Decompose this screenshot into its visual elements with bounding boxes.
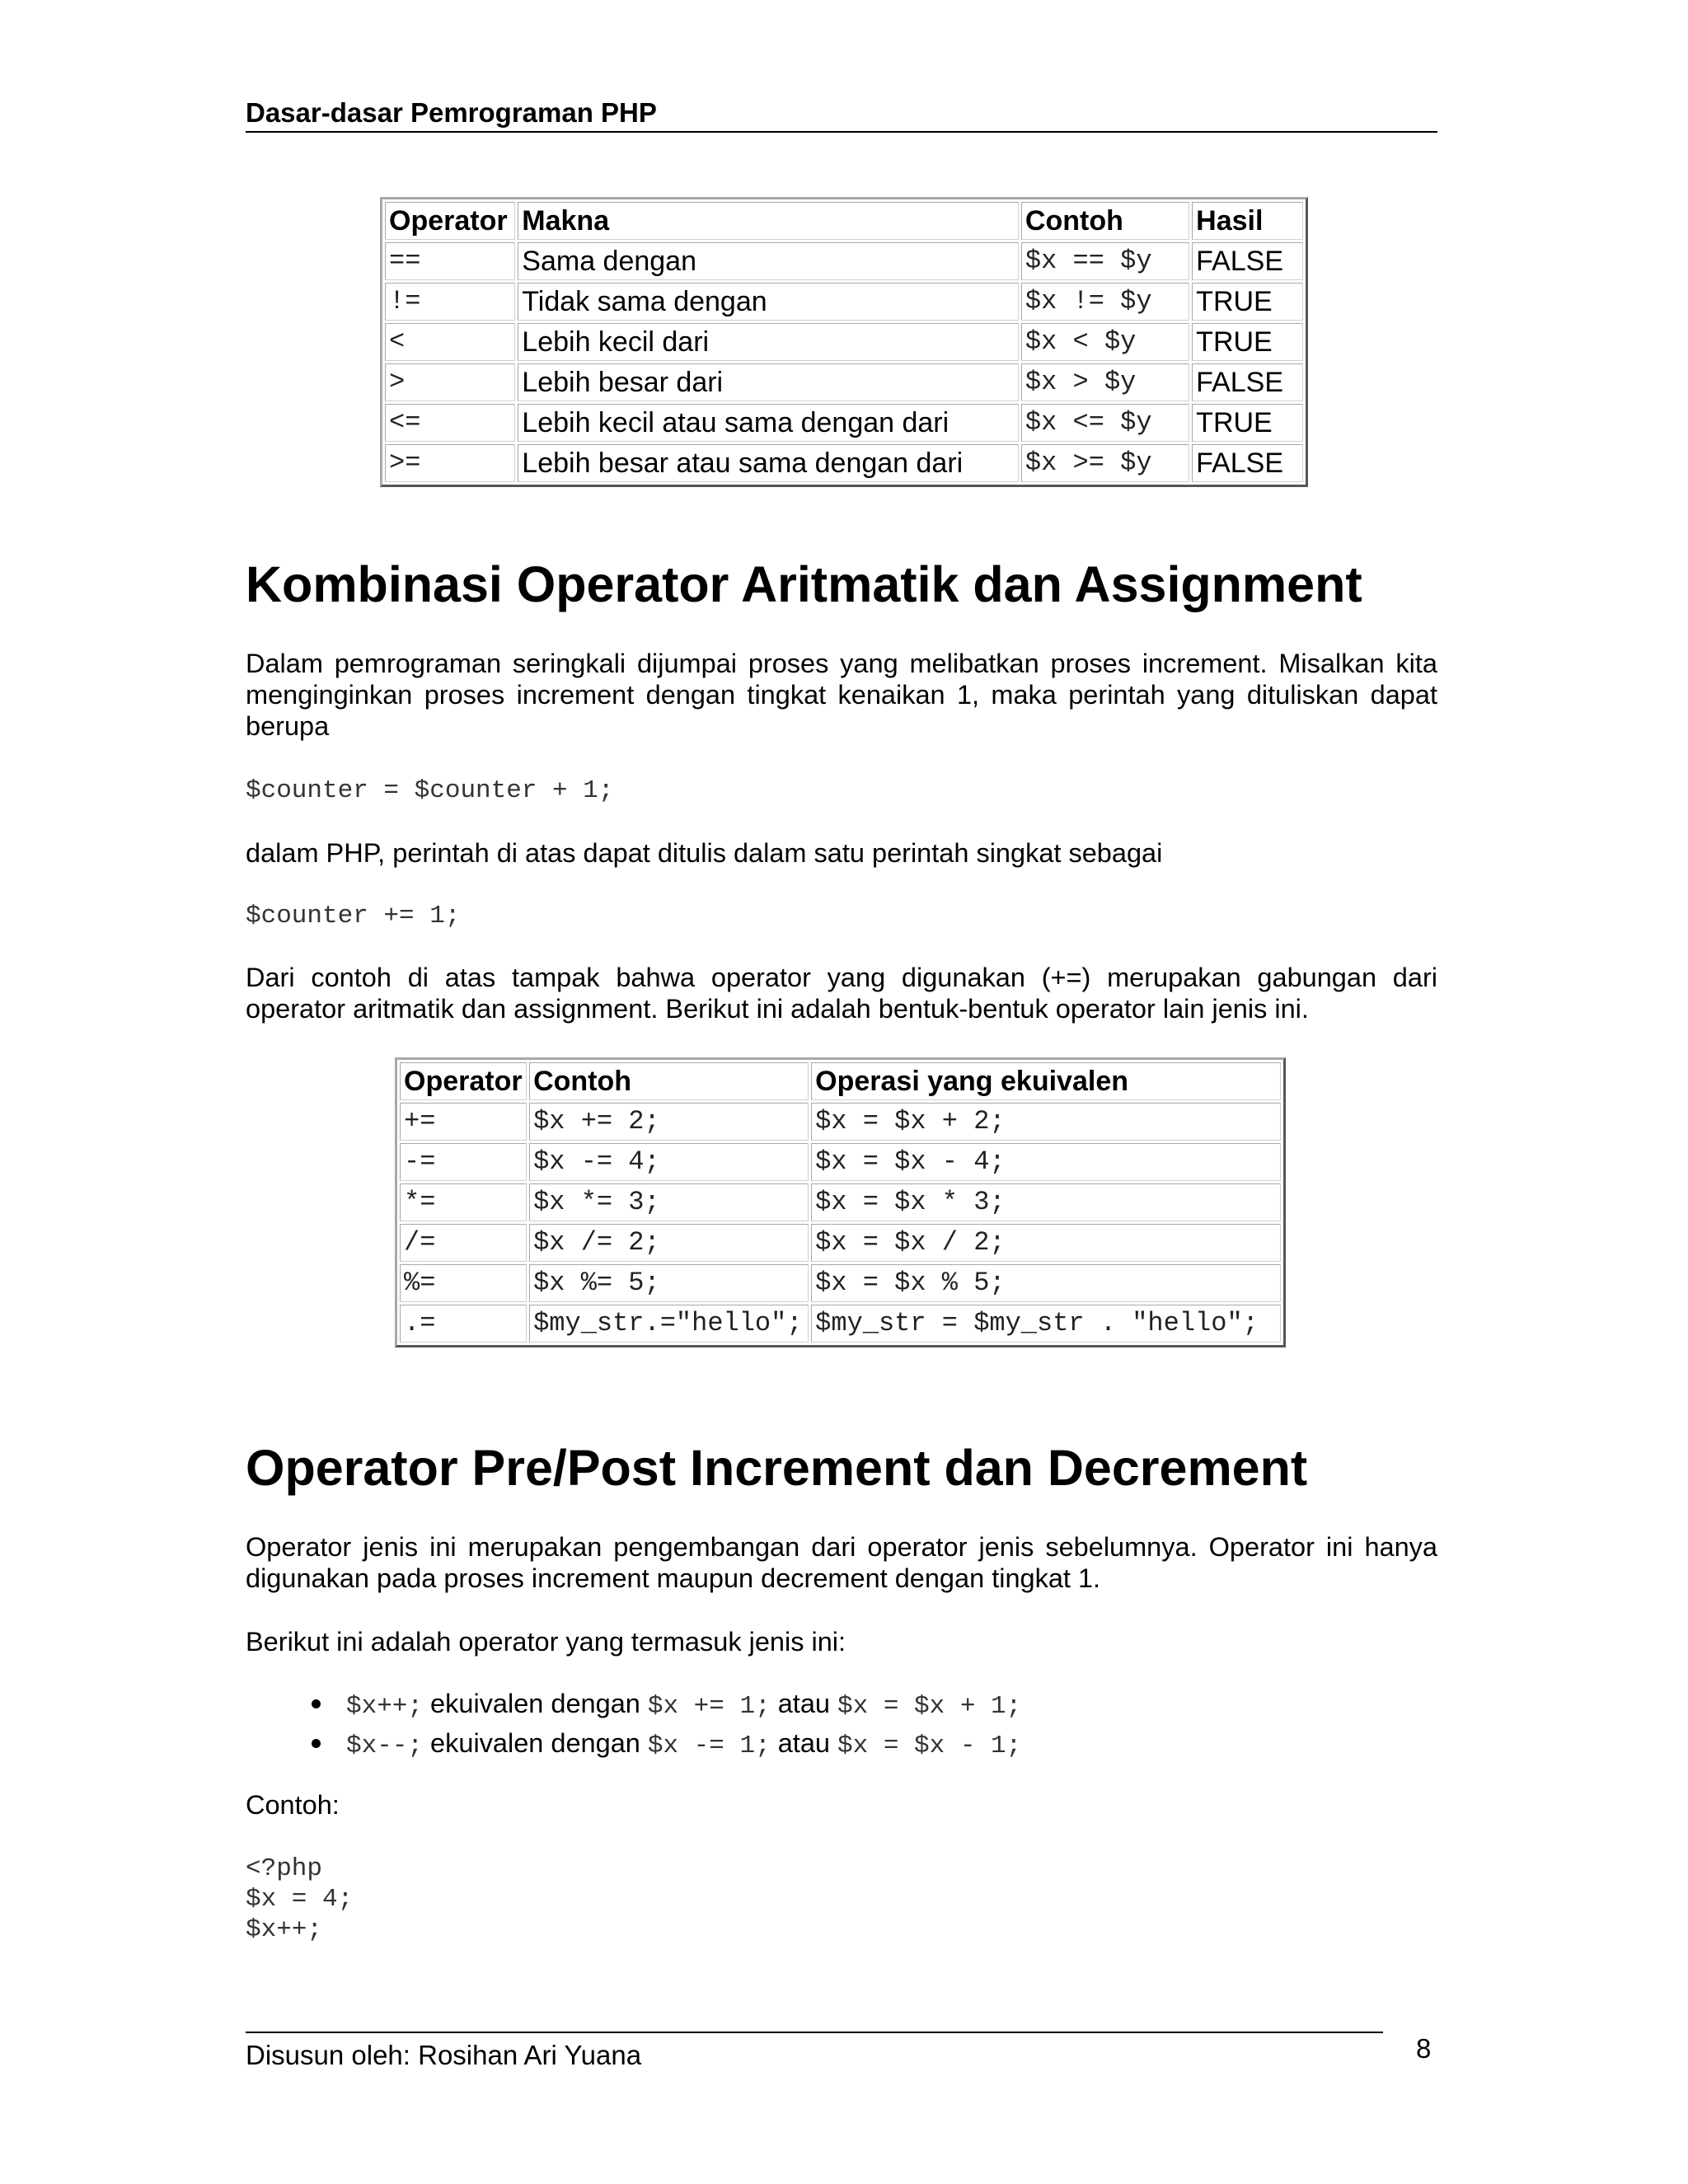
example-cell: $x %= 5; bbox=[529, 1264, 809, 1302]
page-number: 8 bbox=[1416, 2033, 1432, 2064]
operator-cell: += bbox=[400, 1103, 527, 1141]
operator-cell: >= bbox=[385, 444, 515, 482]
example-cell: $my_str.="hello"; bbox=[529, 1305, 809, 1343]
code-line: <?php bbox=[246, 1854, 323, 1883]
column-header: Operator bbox=[385, 202, 515, 240]
meaning-cell: Lebih besar atau sama dengan dari bbox=[518, 444, 1019, 482]
example-cell: $x > $y bbox=[1021, 363, 1189, 401]
paragraph: Operator jenis ini merupakan pengembangan dari operator jenis sebelumnya. Operator ini hanya digunakan pada proses increment maupun decrement dengan tingkat 1. bbox=[246, 1532, 1437, 1593]
example-cell: $x >= $y bbox=[1021, 444, 1189, 482]
equivalent-cell: $x = $x + 2; bbox=[811, 1103, 1281, 1141]
inline-text: atau bbox=[770, 1689, 838, 1718]
table-row bbox=[400, 1103, 1281, 1141]
equivalent-cell: $x = $x * 3; bbox=[811, 1183, 1281, 1221]
operator-cell: %= bbox=[400, 1264, 527, 1302]
operator-cell: > bbox=[385, 363, 515, 401]
column-header: Hasil bbox=[1192, 202, 1303, 240]
example-cell: $x < $y bbox=[1021, 323, 1189, 361]
table-row bbox=[385, 404, 1303, 442]
column-header: Contoh bbox=[1021, 202, 1189, 240]
inline-code: $x--; bbox=[346, 1732, 424, 1760]
result-cell: TRUE bbox=[1192, 323, 1303, 361]
table-row bbox=[400, 1305, 1281, 1343]
table-row bbox=[400, 1183, 1281, 1221]
meaning-cell: Sama dengan bbox=[518, 242, 1019, 280]
list-item bbox=[313, 1725, 1021, 1765]
section-heading: Kombinasi Operator Aritmatik dan Assignment bbox=[246, 556, 1362, 612]
operator-cell: *= bbox=[400, 1183, 527, 1221]
example-cell: $x += 2; bbox=[529, 1103, 809, 1141]
table-header-row bbox=[385, 202, 1303, 240]
equivalent-cell: $x = $x % 5; bbox=[811, 1264, 1281, 1302]
table-row bbox=[400, 1143, 1281, 1181]
example-label: Contoh: bbox=[246, 1790, 340, 1820]
example-cell: $x -= 4; bbox=[529, 1143, 809, 1181]
operator-cell: -= bbox=[400, 1143, 527, 1181]
operator-cell: .= bbox=[400, 1305, 527, 1343]
code-line: $x = 4; bbox=[246, 1885, 354, 1914]
example-cell: $x <= $y bbox=[1021, 404, 1189, 442]
example-cell: $x != $y bbox=[1021, 283, 1189, 321]
column-header: Makna bbox=[518, 202, 1019, 240]
footer-rule bbox=[246, 2032, 1383, 2033]
bullet-icon bbox=[312, 1739, 321, 1748]
equivalent-cell: $x = $x / 2; bbox=[811, 1224, 1281, 1262]
result-cell: FALSE bbox=[1192, 242, 1303, 280]
table-row bbox=[385, 323, 1303, 361]
assignment-operator-table bbox=[395, 1057, 1286, 1347]
operator-cell: <= bbox=[385, 404, 515, 442]
result-cell: FALSE bbox=[1192, 444, 1303, 482]
result-cell: TRUE bbox=[1192, 283, 1303, 321]
bullet-icon bbox=[312, 1699, 321, 1708]
paragraph: Berikut ini adalah operator yang termasuk jenis ini: bbox=[246, 1627, 846, 1657]
inline-text: atau bbox=[770, 1728, 838, 1758]
meaning-cell: Tidak sama dengan bbox=[518, 283, 1019, 321]
paragraph: Dari contoh di atas tampak bahwa operator yang digunakan (+=) merupakan gabungan dari operator aritmatik dan assignment. Berikut ini adalah bentuk-bentuk operator lain jenis ini. bbox=[246, 963, 1437, 1024]
paragraph: dalam PHP, perintah di atas dapat ditulis dalam satu perintah singkat sebagai bbox=[246, 838, 1163, 868]
operator-bullet-list bbox=[313, 1685, 1021, 1765]
operator-cell: < bbox=[385, 323, 515, 361]
inline-code: $x = $x - 1; bbox=[837, 1732, 1022, 1760]
code-line: $counter = $counter + 1; bbox=[246, 776, 614, 805]
section-heading: Operator Pre/Post Increment dan Decrement bbox=[246, 1440, 1308, 1496]
paragraph: Dalam pemrograman seringkali dijumpai proses yang melibatkan proses increment. Misalkan kita menginginkan proses increment dengan tingkat kenaikan 1, maka perintah yang dituliskan dapat berupa bbox=[246, 649, 1437, 741]
inline-text: ekuivalen dengan bbox=[423, 1728, 648, 1758]
code-line: $counter += 1; bbox=[246, 902, 461, 930]
equivalent-cell: $my_str = $my_str . "hello"; bbox=[811, 1305, 1281, 1343]
column-header: Operator bbox=[400, 1062, 527, 1100]
code-line: $x++; bbox=[246, 1915, 323, 1944]
operator-cell: != bbox=[385, 283, 515, 321]
result-cell: FALSE bbox=[1192, 363, 1303, 401]
column-header: Operasi yang ekuivalen bbox=[811, 1062, 1281, 1100]
meaning-cell: Lebih kecil dari bbox=[518, 323, 1019, 361]
table-row bbox=[385, 283, 1303, 321]
code-block bbox=[246, 1854, 353, 1945]
inline-code: $x = $x + 1; bbox=[837, 1692, 1022, 1721]
table-row bbox=[385, 444, 1303, 482]
footer-author: Disusun oleh: Rosihan Ari Yuana bbox=[246, 2040, 642, 2070]
example-cell: $x *= 3; bbox=[529, 1183, 809, 1221]
operator-cell: == bbox=[385, 242, 515, 280]
list-item bbox=[313, 1685, 1021, 1725]
meaning-cell: Lebih besar dari bbox=[518, 363, 1019, 401]
table-row bbox=[385, 242, 1303, 280]
running-header: Dasar-dasar Pemrograman PHP bbox=[246, 97, 657, 128]
meaning-cell: Lebih kecil atau sama dengan dari bbox=[518, 404, 1019, 442]
example-cell: $x == $y bbox=[1021, 242, 1189, 280]
inline-code: $x++; bbox=[346, 1692, 424, 1721]
table-row bbox=[400, 1264, 1281, 1302]
table-row bbox=[385, 363, 1303, 401]
operator-cell: /= bbox=[400, 1224, 527, 1262]
table-header-row bbox=[400, 1062, 1281, 1100]
inline-code: $x += 1; bbox=[647, 1692, 771, 1721]
comparison-operator-table bbox=[380, 197, 1308, 487]
result-cell: TRUE bbox=[1192, 404, 1303, 442]
inline-code: $x -= 1; bbox=[647, 1732, 771, 1760]
example-cell: $x /= 2; bbox=[529, 1224, 809, 1262]
column-header: Contoh bbox=[529, 1062, 809, 1100]
table-row bbox=[400, 1224, 1281, 1262]
inline-text: ekuivalen dengan bbox=[423, 1689, 648, 1718]
header-rule bbox=[246, 131, 1437, 133]
equivalent-cell: $x = $x - 4; bbox=[811, 1143, 1281, 1181]
